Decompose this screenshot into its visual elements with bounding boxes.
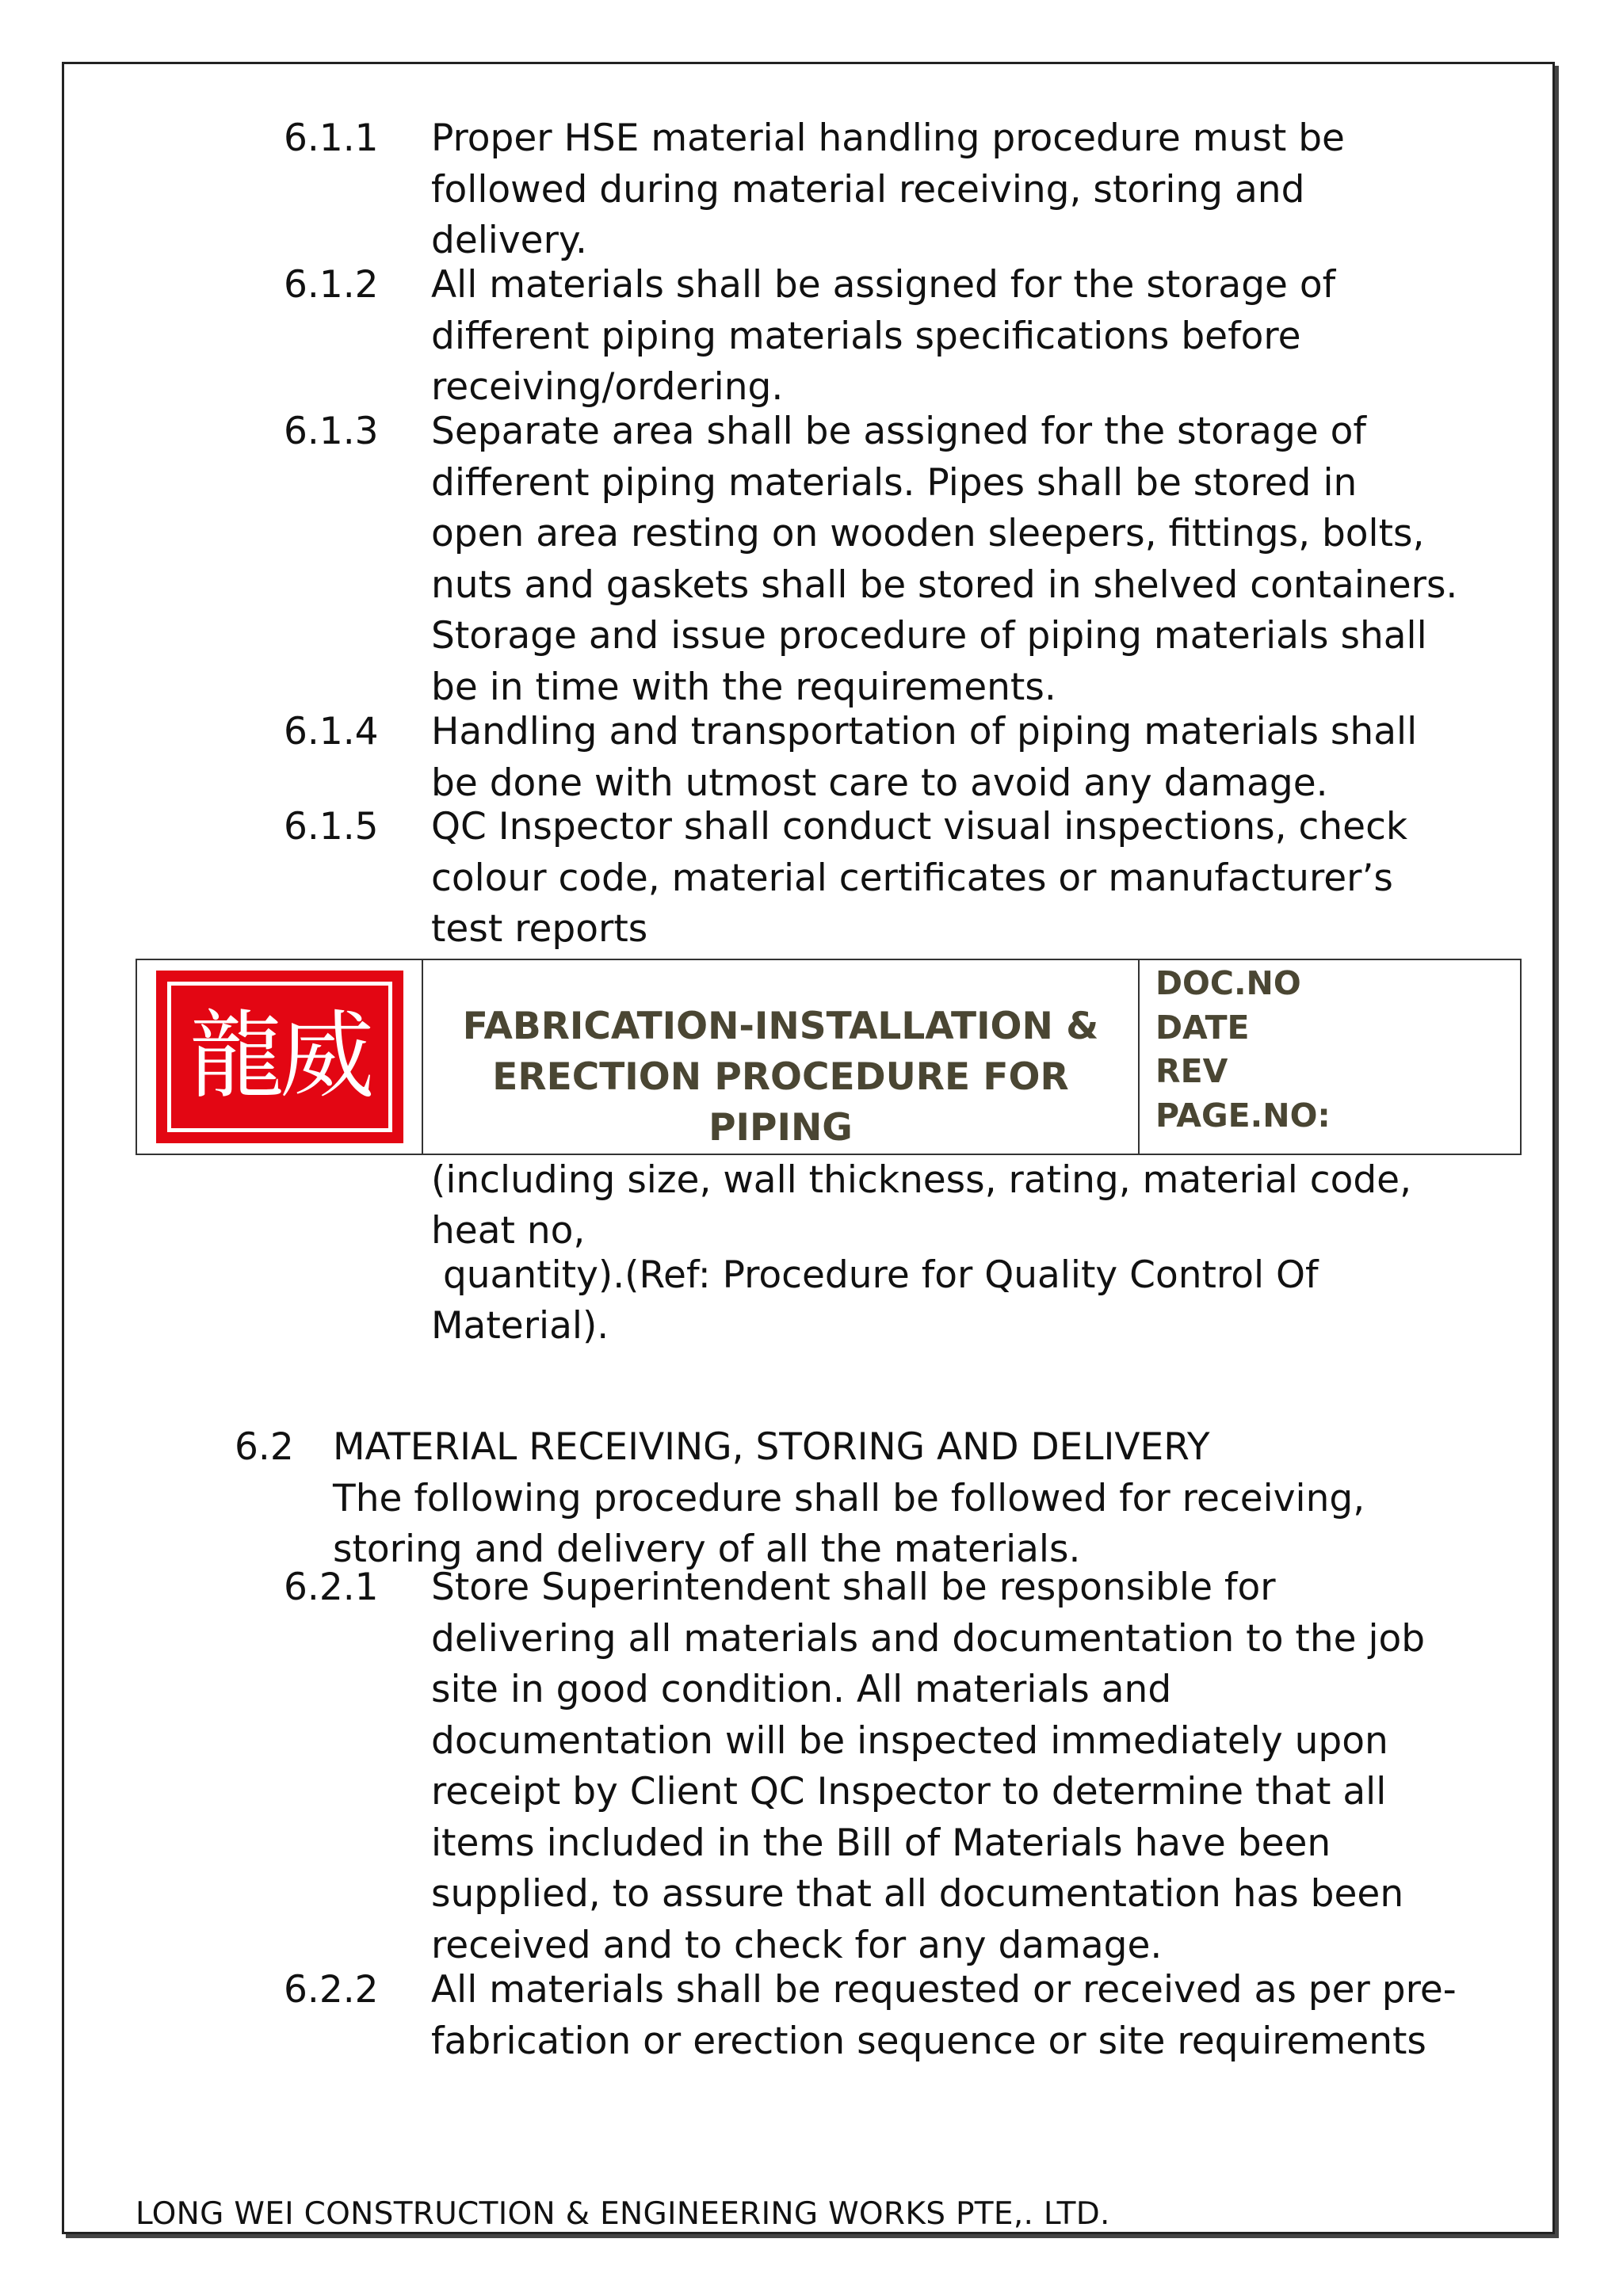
document-title-line: FABRICATION-INSTALLATION &: [462, 1005, 1099, 1048]
text-line: colour code, material certificates or manufacturer’s: [431, 856, 1393, 900]
text-line: delivering all materials and documentation to the job: [431, 1616, 1426, 1661]
text-line: open area resting on wooden sleepers, fittings, bolts,: [431, 512, 1425, 555]
clause-number: 6.1.3: [284, 410, 379, 453]
text-line: storing and delivery of all the materials.: [333, 1527, 1081, 1571]
section-6-2: [333, 1422, 1365, 1576]
text-line: Material).: [431, 1304, 609, 1348]
text-line: received and to check for any damage.: [431, 1923, 1163, 1967]
text-line: Proper HSE material handling procedure must be: [431, 116, 1345, 160]
document-meta-cell: [1140, 960, 1520, 1154]
document-header-table: [136, 959, 1522, 1155]
company-logo: [156, 971, 403, 1143]
section-number: 6.2: [235, 1425, 294, 1469]
text-line: documentation will be inspected immediately upon: [431, 1718, 1388, 1763]
document-title-line: PIPING: [708, 1106, 853, 1150]
doc-no-label: DOC.NO: [1155, 964, 1301, 1002]
clause-6-1-1-text: [431, 113, 1345, 267]
text-line: Separate area shall be assigned for the storage of: [431, 410, 1366, 453]
document-title-cell: [423, 960, 1140, 1154]
clause-6-1-5-text: [431, 802, 1407, 955]
clause-number: 6.1.4: [284, 710, 379, 753]
clause-6-1-2-text: [431, 260, 1335, 414]
text-line: heat no,: [431, 1209, 586, 1253]
clause-6-1-4-text: [431, 707, 1417, 809]
text-line: delivery.: [431, 219, 587, 262]
text-line: receipt by Client QC Inspector to determine that all: [431, 1770, 1387, 1814]
text-line: be in time with the requirements.: [431, 665, 1056, 709]
clause-6-2-2-text: [431, 1965, 1457, 2067]
clause-number: 6.2.1: [284, 1566, 379, 1609]
clause-6-1-3-text: [431, 406, 1457, 713]
rev-label: REV: [1155, 1052, 1228, 1090]
text-line: All materials shall be assigned for the storage of: [431, 263, 1336, 307]
text-line: items included in the Bill of Materials have been: [431, 1821, 1331, 1865]
clause-number: 6.1.2: [284, 263, 379, 307]
text-line: All materials shall be requested or received as per pre-: [431, 1968, 1457, 2012]
text-line: The following procedure shall be followed for receiving,: [333, 1476, 1365, 1520]
text-line: (including size, wall thickness, rating, material code,: [431, 1158, 1412, 1202]
text-line: be done with utmost care to avoid any damage.: [431, 761, 1328, 805]
section-heading: MATERIAL RECEIVING, STORING AND DELIVERY: [333, 1425, 1210, 1469]
date-label: DATE: [1155, 1008, 1250, 1047]
text-line: Storage and issue procedure of piping materials shall: [431, 614, 1427, 658]
text-line: Handling and transportation of piping materials shall: [431, 710, 1418, 753]
clause-number: 6.2.2: [284, 1968, 379, 2012]
clause-6-2-1-text: [431, 1562, 1425, 1971]
clause-number: 6.1.1: [284, 116, 379, 160]
page-no-label: PAGE.NO:: [1155, 1096, 1331, 1135]
text-line: nuts and gaskets shall be stored in shelved containers.: [431, 563, 1458, 607]
clause-6-1-5-continuation: [431, 1155, 1411, 1352]
text-line: different piping materials. Pipes shall be stored in: [431, 460, 1358, 505]
text-line: test reports: [431, 907, 648, 951]
text-line: Store Superintendent shall be responsible for: [431, 1566, 1276, 1609]
text-line: quantity).(Ref: Procedure for Quality Control Of: [431, 1253, 1319, 1297]
text-line: QC Inspector shall conduct visual inspections, check: [431, 805, 1408, 849]
document-title-line: ERECTION PROCEDURE FOR: [492, 1055, 1069, 1099]
text-line: receiving/ordering.: [431, 365, 784, 409]
logo-cell: [137, 960, 423, 1154]
clause-number: 6.1.5: [284, 805, 379, 849]
footer-company-name: LONG WEI CONSTRUCTION & ENGINEERING WORKS PTE,. LTD.: [136, 2196, 1110, 2232]
logo-seal-text: 龍威: [189, 1001, 370, 1112]
text-line: different piping materials specifications before: [431, 314, 1301, 358]
text-line: supplied, to assure that all documentation has been: [431, 1872, 1404, 1916]
text-line: fabrication or erection sequence or site requirements: [431, 2019, 1426, 2063]
text-line: site in good condition. All materials and: [431, 1668, 1172, 1711]
text-line: followed during material receiving, storing and: [431, 167, 1305, 212]
